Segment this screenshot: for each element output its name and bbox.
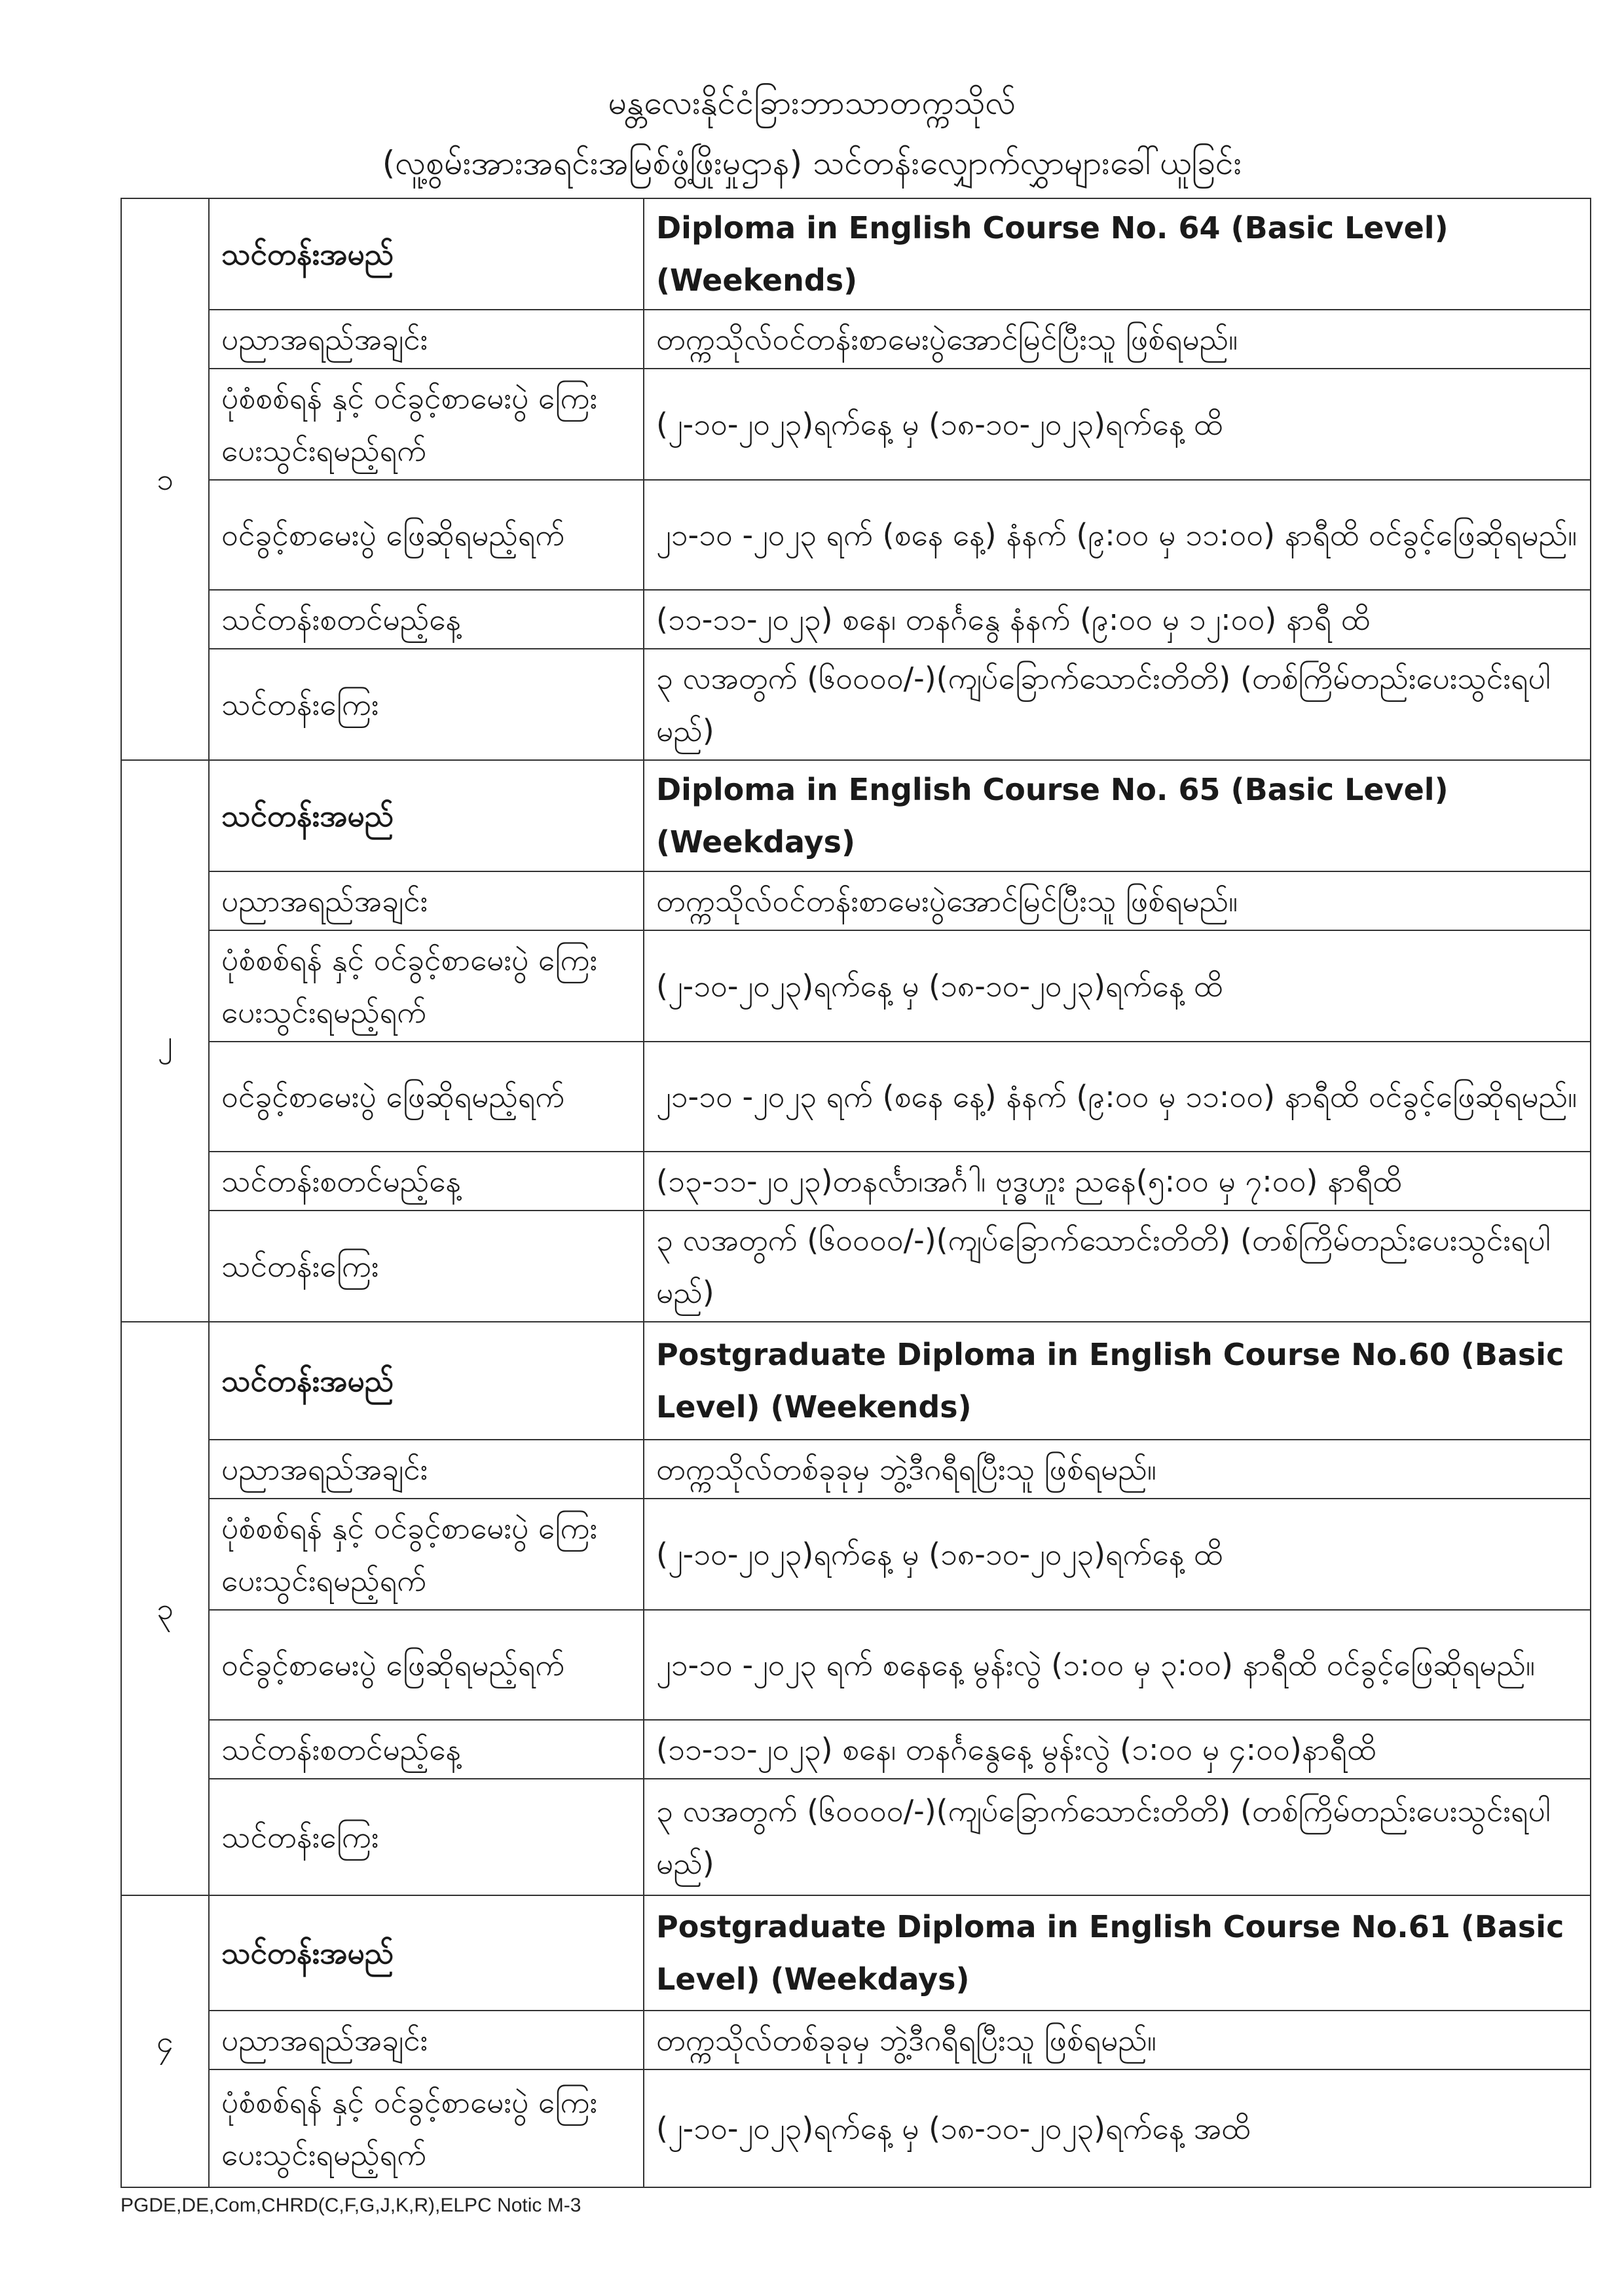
course-name-value: Diploma in English Course No. 64 (Basic Level)(Weekends) [644,198,1591,310]
course-table [120,198,1591,2188]
field-label: ပညာအရည်အချင်း [209,2011,644,2069]
course-row [121,760,1591,871]
course-row [121,1322,1591,1440]
course-table-body [121,198,1591,2187]
course-number: ၄ [121,1895,209,2187]
course-row [121,649,1591,760]
course-row [121,369,1591,480]
field-label: ပုံစံစစ်ရန် နှင့် ဝင်ခွင့်စာမေးပွဲ ကြေးပေးသွင်းရမည့်ရက် [209,1499,644,1610]
field-value: ၂၁-၁၀ -၂၀၂၃ ရက် စနေနေ့ မွန်းလွဲ (၁:၀၀ မှ ၃:၀၀) နာရီထိ ဝင်ခွင့်ဖြေဆိုရမည်။ [644,1610,1591,1720]
field-value: ၂၁-၁၀ -၂၀၂၃ ရက် (စနေ နေ့) နံနက် (၉:၀၀ မှ ၁၁:၀၀) နာရီထိ ဝင်ခွင့်ဖြေဆိုရမည်။ [644,480,1591,590]
course-number: ၂ [121,760,209,1322]
field-value: (၂-၁၀-၂၀၂၃)ရက်နေ့ မှ (၁၈-၁၀-၂၀၂၃)ရက်နေ့ ထိ [644,1499,1591,1610]
field-value: ၃ လအတွက် (၆၀၀၀၀/-)(ကျပ်ခြောက်သောင်းတိတိ) (တစ်ကြိမ်တည်းပေးသွင်းရပါမည်) [644,1211,1591,1322]
course-row [121,590,1591,649]
field-label: သင်တန်းစတင်မည့်နေ့ [209,590,644,649]
course-row [121,1042,1591,1152]
field-label: ဝင်ခွင့်စာမေးပွဲ ဖြေဆိုရမည့်ရက် [209,1610,644,1720]
field-label: ပုံစံစစ်ရန် နှင့် ဝင်ခွင့်စာမေးပွဲ ကြေးပေးသွင်းရမည့်ရက် [209,2069,644,2187]
field-label: ပုံစံစစ်ရန် နှင့် ဝင်ခွင့်စာမေးပွဲ ကြေးပေးသွင်းရမည့်ရက် [209,369,644,480]
field-value: တက္ကသိုလ်တစ်ခုခုမှ ဘွဲ့ဒီဂရီရပြီးသူ ဖြစ်ရမည်။ [644,1440,1591,1499]
course-row [121,1610,1591,1720]
field-label: ပညာအရည်အချင်း [209,871,644,930]
field-value: ၂၁-၁၀ -၂၀၂၃ ရက် (စနေ နေ့) နံနက် (၉:၀၀ မှ ၁၁:၀၀) နာရီထိ ဝင်ခွင့်ဖြေဆိုရမည်။ [644,1042,1591,1152]
field-value: တက္ကသိုလ်ဝင်တန်းစာမေးပွဲအောင်မြင်ပြီးသူ ဖြစ်ရမည်။ [644,310,1591,369]
field-value: တက္ကသိုလ်ဝင်တန်းစာမေးပွဲအောင်မြင်ပြီးသူ ဖြစ်ရမည်။ [644,871,1591,930]
course-row [121,2069,1591,2187]
course-row [121,1720,1591,1779]
course-row [121,1499,1591,1610]
field-value: (၂-၁၀-၂၀၂၃)ရက်နေ့ မှ (၁၈-၁၀-၂၀၂၃)ရက်နေ့ အထိ [644,2069,1591,2187]
field-value: (၂-၁၀-၂၀၂၃)ရက်နေ့ မှ (၁၈-၁၀-၂၀၂၃)ရက်နေ့ ထိ [644,369,1591,480]
field-label: ဝင်ခွင့်စာမေးပွဲ ဖြေဆိုရမည့်ရက် [209,480,644,590]
course-name-label: သင်တန်းအမည် [209,760,644,871]
course-name-label: သင်တန်းအမည် [209,1895,644,2011]
field-value: (၁၃-၁၁-၂၀၂၃)တနင်္လာ၊အင်္ဂါ၊ ဗုဒ္ဓဟူး ညနေ(၅:၀၀ မှ ၇:၀၀) နာရီထိ [644,1152,1591,1211]
field-label: ပုံစံစစ်ရန် နှင့် ဝင်ခွင့်စာမေးပွဲ ကြေးပေးသွင်းရမည့်ရက် [209,930,644,1042]
field-label: သင်တန်းစတင်မည့်နေ့ [209,1152,644,1211]
field-label: သင်တန်းကြေး [209,649,644,760]
course-row [121,480,1591,590]
course-row [121,1211,1591,1322]
field-value: ၃ လအတွက် (၆၀၀၀၀/-)(ကျပ်ခြောက်သောင်းတိတိ) (တစ်ကြိမ်တည်းပေးသွင်းရပါမည်) [644,649,1591,760]
course-name-value: Postgraduate Diploma in English Course No.61 (Basic Level) (Weekdays) [644,1895,1591,2011]
course-name-value: Postgraduate Diploma in English Course No.60 (Basic Level) (Weekends) [644,1322,1591,1440]
notice-title: (လူ့စွမ်းအားအရင်းအမြစ်ဖွံ့ဖြိုးမှုဌာန) သင်တန်းလျှောက်လွှာများခေါ်ယူခြင်း [382,144,1242,182]
field-value: (၁၁-၁၁-၂၀၂၃) စနေ၊ တနင်္ဂနွေနေ့ မွန်းလွဲ (၁:၀၀ မှ ၄:၀၀)နာရီထိ [644,1720,1591,1779]
course-name-label: သင်တန်းအမည် [209,198,644,310]
course-number: ၃ [121,1322,209,1895]
course-row [121,1152,1591,1211]
field-value: (၁၁-၁၁-၂၀၂၃) စနေ၊ တနင်္ဂနွေ နံနက် (၉:၀၀ မှ ၁၂:၀၀) နာရီ ထိ [644,590,1591,649]
course-row [121,930,1591,1042]
course-row [121,198,1591,310]
field-value: (၂-၁၀-၂၀၂၃)ရက်နေ့ မှ (၁၈-၁၀-၂၀၂၃)ရက်နေ့ ထိ [644,930,1591,1042]
field-label: ဝင်ခွင့်စာမေးပွဲ ဖြေဆိုရမည့်ရက် [209,1042,644,1152]
course-row [121,310,1591,369]
course-row [121,1440,1591,1499]
field-label: ပညာအရည်အချင်း [209,310,644,369]
course-number: ၁ [121,198,209,760]
course-name-label: သင်တန်းအမည် [209,1322,644,1440]
field-label: သင်တန်းစတင်မည့်နေ့ [209,1720,644,1779]
field-value: ၃ လအတွက် (၆၀၀၀၀/-)(ကျပ်ခြောက်သောင်းတိတိ) (တစ်ကြိမ်တည်းပေးသွင်းရပါမည်) [644,1779,1591,1895]
field-value: တက္ကသိုလ်တစ်ခုခုမှ ဘွဲ့ဒီဂရီရပြီးသူ ဖြစ်ရမည်။ [644,2011,1591,2069]
course-row [121,871,1591,930]
field-label: သင်တန်းကြေး [209,1211,644,1322]
university-name: မန္တလေးနိုင်ငံခြားဘာသာတက္ကသိုလ် [608,84,1016,122]
field-label: ပညာအရည်အချင်း [209,1440,644,1499]
course-name-value: Diploma in English Course No. 65 (Basic Level) (Weekdays) [644,760,1591,871]
course-row [121,1779,1591,1895]
field-label: သင်တန်းကြေး [209,1779,644,1895]
course-row [121,2011,1591,2069]
course-row [121,1895,1591,2011]
footer-reference: PGDE,DE,Com,CHRD(C,F,G,J,K,R),ELPC Notic M-3 [120,2195,581,2216]
